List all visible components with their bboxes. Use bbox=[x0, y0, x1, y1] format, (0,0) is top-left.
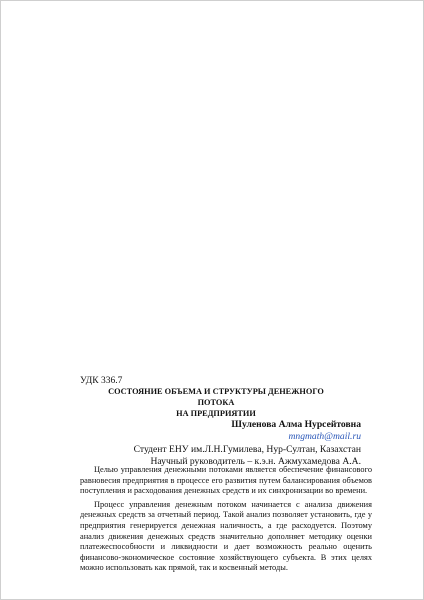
author-name: Шуленова Алма Нурсейтовна bbox=[231, 419, 361, 430]
body-paragraph-2: Процесс управления денежным потоком начинается с анализа движения денежных средств за отчетный период. Такой анализ позволяет установить, где у предприятия генерируется денежная наличность, а где расходуется. Поэтому анализ движения денежных средств значительно дополняет методику оценки платежеспособности и ликвидности и дает возможность реально оценить финансово-экономическое состояние хозяйствующего субъекта. В этих целях можно использовать как прямой, так и косвенный методы. bbox=[80, 499, 372, 573]
author-affiliation: Студент ЕНУ им.Л.Н.Гумилева, Нур-Султан, Казахстан bbox=[133, 443, 361, 455]
article-body bbox=[80, 465, 372, 574]
body-paragraph-1: Целью управления денежными потоками является обеспечение финансового равновесия предприятия в процессе его развития путем балансирования объемов поступления и расходования денежных средств и их синхронизации во времени. bbox=[80, 465, 372, 496]
article-title bbox=[91, 386, 341, 419]
udk-code: УДК 336.7 bbox=[80, 376, 123, 386]
author-block bbox=[121, 419, 361, 468]
scientific-supervisor: Научный руководитель – к.э.н. Ажмухамедова А.А. bbox=[150, 455, 361, 467]
title-line-2: НА ПРЕДПРИЯТИИ bbox=[176, 409, 256, 418]
author-email-link[interactable]: mngmath@mail.ru bbox=[288, 431, 361, 443]
title-line-1: СОСТОЯНИЕ ОБЪЕМА И СТРУКТУРЫ ДЕНЕЖНОГО ПОТОКА bbox=[108, 387, 324, 407]
